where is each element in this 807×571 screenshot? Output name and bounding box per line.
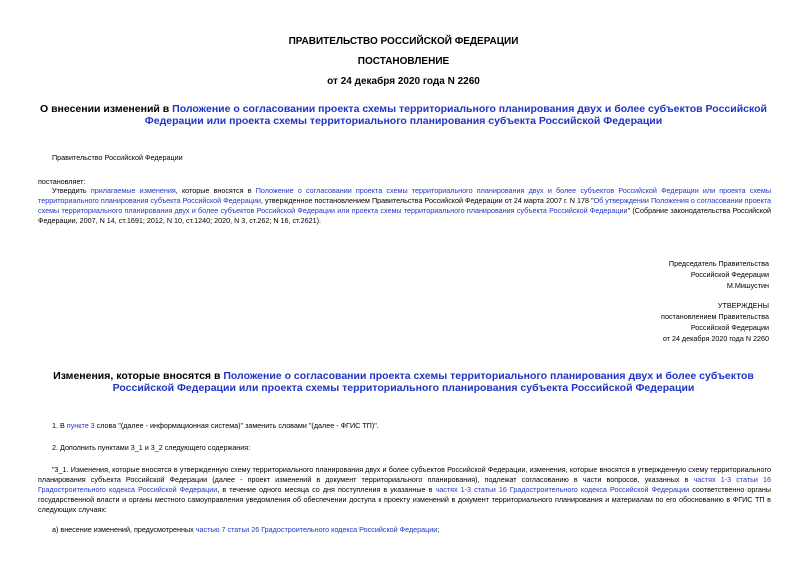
government-heading: ПРАВИТЕЛЬСТВО РОССИЙСКОЙ ФЕДЕРАЦИИ (288, 36, 519, 47)
item-3-1-text-b: , в течение одного месяца со дня поступления в указанные в (217, 485, 436, 494)
signature-role-2: Российской Федерации (690, 270, 769, 279)
item-3-1-text-a: "3_1. Изменения, которые вносятся в утвержденную схему территориального планирования двух и более субъектов Российской Федерации, изменения, которые вносятся в утвержденную схему территориального планирования субъекта Российской Федерации (далее - проект изменений в документ территориального планирования), подлежат согласованию в части вопросов, указанных в (38, 465, 771, 484)
item-3-1 (38, 465, 771, 515)
title-prefix: О внесении изменений в (39, 103, 173, 115)
p1-text-b: , которые вносятся в (175, 186, 256, 195)
signature-block (669, 258, 769, 291)
changes-title (36, 370, 771, 394)
approved-changes-link[interactable]: прилагаемые изменения (90, 186, 176, 195)
p1-text-d: " (Собрание законодательства Российской Федерации, 2007, N 14, ст.1691; 2012, N 10, ст.1240; 2020, N 3, ст.262; N 16, ст.2621). (38, 206, 771, 225)
item-a-text-a: а) внесение изменений, предусмотренных (52, 525, 196, 534)
approved-line-2: постановлением Правительства (661, 312, 769, 321)
item-a (38, 525, 771, 535)
item-2: 2. Дополнить пунктами 3_1 и 3_2 следующего содержания: (52, 443, 251, 452)
approved-line-3: Российской Федерации (690, 323, 769, 332)
item-1-text-b: слова "(далее - информационная система)" заменить словами "(далее - ФГИС ТП)". (94, 421, 379, 430)
resolution-paragraph (38, 186, 771, 226)
approved-line-4: от 24 декабря 2020 года N 2260 (662, 334, 769, 343)
signature-name: М.Мишустин (726, 281, 769, 290)
regulation-link[interactable]: Положение о согласовании проекта схемы территориального планирования двух и более субъектов Российской Федерации или проекта схемы территориального планирования субъекта Российской Федерации (38, 186, 771, 205)
item-a-text-b: ; (437, 525, 440, 534)
item-1 (38, 421, 771, 431)
item-3-1-text-c: соответственно органы государственной власти и органы местного самоуправления уведомления об обеспечении доступа к проекту изменений в документ территориального планирования и материалам по его обоснованию в ФГИС ТП в следующих случаях: (38, 485, 771, 514)
p1-text-a: Утвердить (52, 186, 91, 195)
document-title (36, 103, 771, 127)
resolves-text: постановляет: (38, 177, 86, 186)
document-type: ПОСТАНОВЛЕНИЕ (357, 56, 450, 67)
item-1-point-3-link[interactable]: пункте 3 (66, 421, 95, 430)
approved-block (661, 300, 769, 344)
article-16-link-2[interactable]: частях 1-3 статьи 16 Градостроительного кодекса Российской Федерации (435, 485, 690, 494)
signature-role-1: Председатель Правительства (668, 259, 769, 268)
document-date-number: от 24 декабря 2020 года N 2260 (327, 76, 480, 87)
item-1-text-a: 1. В (52, 421, 67, 430)
decree-178-link[interactable]: Об утверждении Положения о согласовании проекта схемы территориального планирования двух и более субъектов Российской Федерации или проекта схемы территориального планирования субъекта Российской Федерации (38, 196, 771, 215)
changes-title-prefix: Изменения, которые вносятся в (53, 370, 224, 382)
approved-line-1: УТВЕРЖДЕНЫ (717, 301, 769, 310)
title-regulation-link[interactable]: Положение о согласовании проекта схемы территориального планирования двух и более субъектов Российской Федерации или проекта схемы территориального планирования субъекта Российской Федерации (144, 103, 767, 127)
article-16-link-1[interactable]: частях 1-3 статьи 16 Градостроительного кодекса Российской Федерации (38, 475, 771, 494)
p1-text-c: , утвержденное постановлением Правительства Российской Федерации от 24 марта 2007 г. N 178 " (260, 196, 594, 205)
issuer-text: Правительство Российской Федерации (52, 153, 183, 162)
changes-title-link[interactable]: Положение о согласовании проекта схемы территориального планирования двух и более субъектов Российской Федерации или проекта схемы территориального планирования субъекта Российской Федерации (112, 370, 754, 394)
article-26-link[interactable]: частью 7 статьи 26 Градостроительного кодекса Российской Федерации (195, 525, 438, 534)
